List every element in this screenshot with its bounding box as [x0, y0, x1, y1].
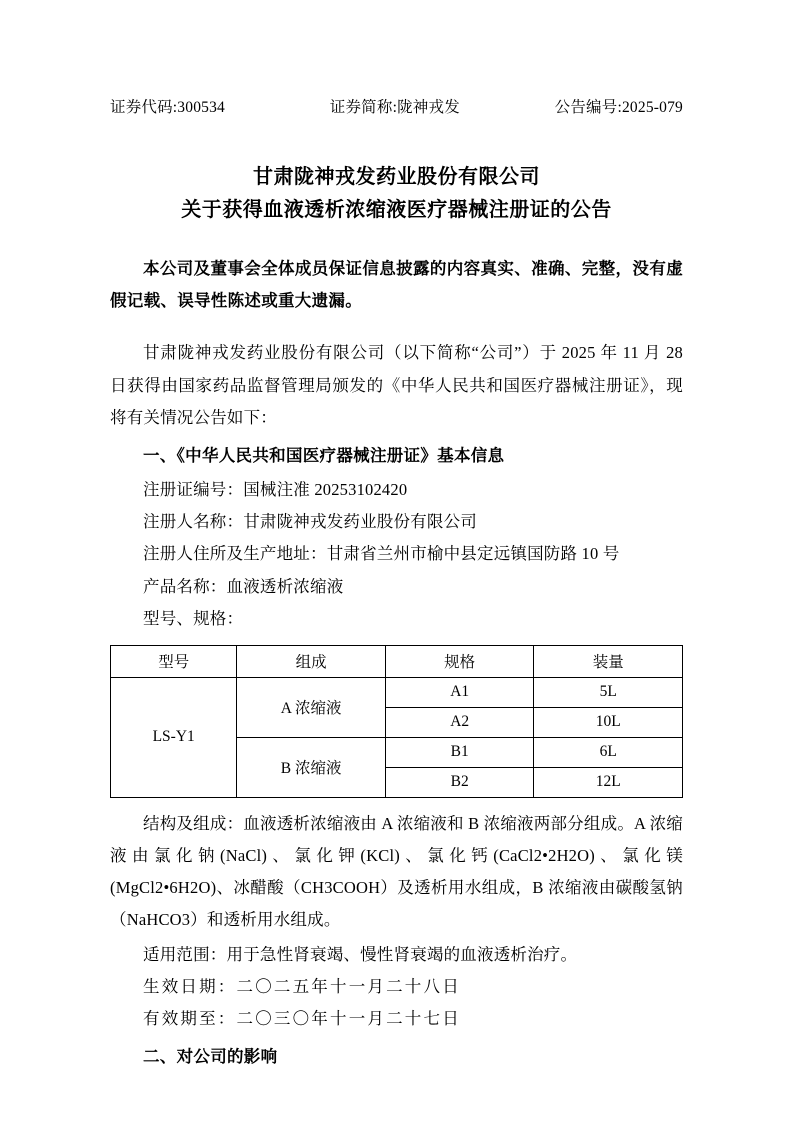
- field-registrant-address: 注册人住所及生产地址：甘肃省兰州市榆中县定远镇国防路 10 号: [143, 544, 620, 564]
- page-title: [110, 161, 683, 227]
- section-2-heading: 二、对公司的影响: [143, 1047, 278, 1067]
- intro-paragraph: 甘肃陇神戎发药业股份有限公司（以下简称“公司”）于 2025 年 11 月 28 日获得由国家药品监督管理局颁发的《中华人民共和国医疗器械注册证》，现将有关情况公告如下：: [110, 343, 683, 427]
- cell-spec: A1: [385, 677, 534, 707]
- cell-model: LS-Y1: [111, 677, 237, 797]
- cell-spec: A2: [385, 707, 534, 737]
- cell-spec: B1: [385, 737, 534, 767]
- field-registrant-name: 注册人名称：甘肃陇神戎发药业股份有限公司: [143, 512, 477, 532]
- cell-composition-b: B 浓缩液: [237, 737, 386, 797]
- page-header: [110, 95, 683, 117]
- cell-volume: 10L: [534, 707, 683, 737]
- disclosure-statement: 本公司及董事会全体成员保证信息披露的内容真实、准确、完整，没有虚假记载、误导性陈述或重大遗漏。: [110, 259, 683, 311]
- announcement-number: 公告编号:2025-079: [554, 99, 683, 116]
- field-product-name: 产品名称：血液透析浓缩液: [143, 576, 344, 596]
- cell-volume: 5L: [534, 677, 683, 707]
- cell-volume: 12L: [534, 767, 683, 797]
- effective-date: 生效日期：二〇二五年十一月二十八日: [143, 976, 461, 996]
- table-header-spec: 规格: [385, 645, 534, 677]
- security-code: 证券代码:300534: [110, 99, 226, 116]
- title-line-2: 关于获得血液透析浓缩液医疗器械注册证的公告: [181, 199, 612, 221]
- section-1-heading: 一、《中华人民共和国医疗器械注册证》基本信息: [143, 445, 505, 465]
- specification-table: [110, 645, 683, 798]
- table-header-row: [111, 645, 683, 677]
- cell-composition-a: A 浓缩液: [237, 677, 386, 737]
- security-name: 证券简称:陇神戎发: [329, 99, 460, 116]
- cell-spec: B2: [385, 767, 534, 797]
- table-header-volume: 装量: [534, 645, 683, 677]
- structure-composition-paragraph: 结构及组成：血液透析浓缩液由 A 浓缩液和 B 浓缩液两部分组成。A 浓缩液由氯化钠(NaCl)、氯化钾(KCl)、氯化钙(CaCl2•2H2O)、氯化镁(MgCl2•6H2O)、冰醋酸（CH3COOH）及透析用水组成，B 浓缩液由碳酸氢钠（NaHCO3）和透析用水组成。: [110, 813, 683, 930]
- title-line-1: 甘肃陇神戎发药业股份有限公司: [253, 166, 540, 188]
- scope-of-application: 适用范围：用于急性肾衰竭、慢性肾衰竭的血液透析治疗。: [143, 944, 578, 964]
- table-header-model: 型号: [111, 645, 237, 677]
- field-registration-number: 注册证编号：国械注准 20253102420: [143, 480, 408, 500]
- field-model-spec: 型号、规格：: [143, 608, 244, 628]
- table-header-composition: 组成: [237, 645, 386, 677]
- table-row: [111, 677, 683, 707]
- cell-volume: 6L: [534, 737, 683, 767]
- expiry-date: 有效期至：二〇三〇年十一月二十七日: [143, 1008, 461, 1028]
